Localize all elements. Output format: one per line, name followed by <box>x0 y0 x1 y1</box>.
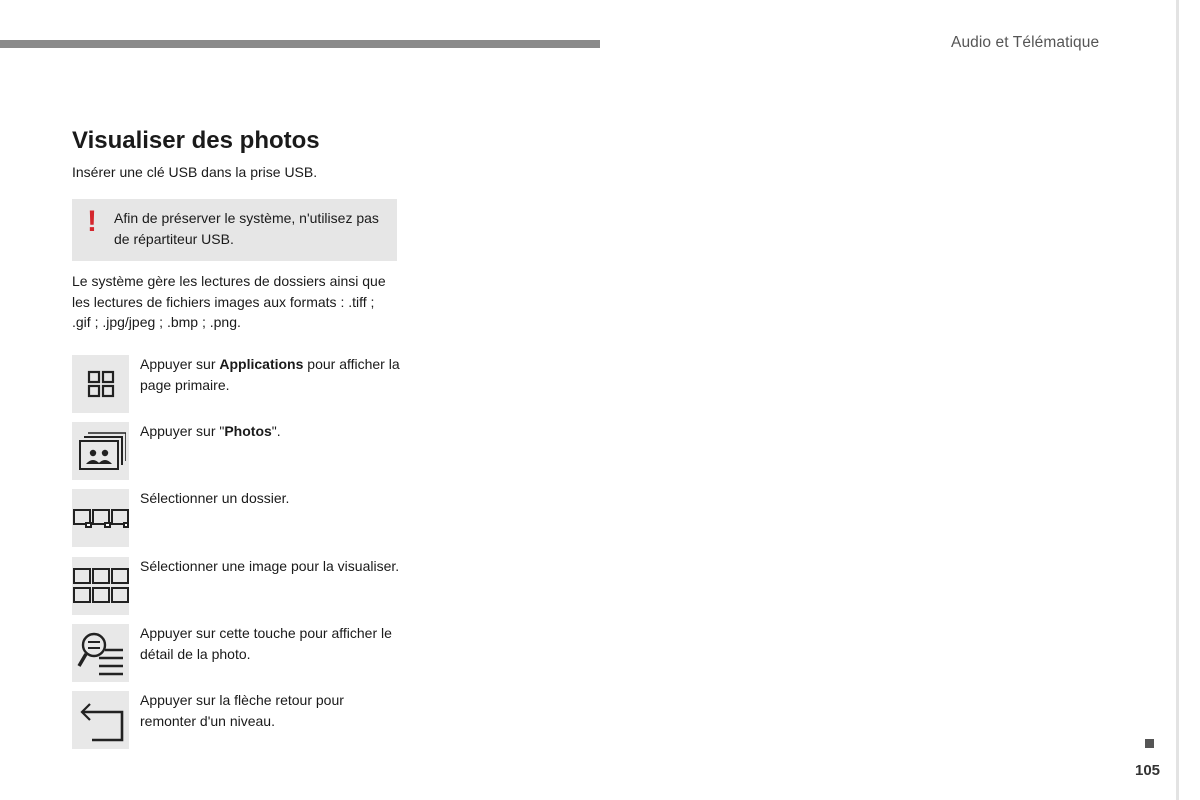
page-title: Visualiser des photos <box>72 127 320 154</box>
step-photo-details <box>72 624 402 682</box>
step-text: Appuyer sur "Photos". <box>140 423 281 439</box>
step-text: Sélectionner une image pour la visualiser. <box>140 558 400 574</box>
warning-text: Afin de préserver le système, n'utilisez pas de répartiteur USB. <box>114 210 379 247</box>
photos-icon <box>72 422 129 480</box>
image-grid-icon <box>72 557 129 615</box>
step-applications <box>72 355 402 413</box>
step-text: Appuyer sur la flèche retour pour remonter d'un niveau. <box>140 692 344 729</box>
step-select-folder <box>72 489 402 547</box>
back-arrow-icon <box>72 691 129 749</box>
intro-text: Insérer une clé USB dans la prise USB. <box>72 164 318 180</box>
page-number: 105 <box>1135 762 1161 779</box>
photo-details-icon <box>72 624 129 682</box>
step-text: Sélectionner un dossier. <box>140 490 290 506</box>
folder-row-icon <box>72 489 129 547</box>
header-bar <box>0 40 600 48</box>
step-back <box>72 691 402 749</box>
formats-paragraph: Le système gère les lectures de dossiers ainsi que les lectures de fichiers images aux formats : .tiff ; .gif ; .jpg/jpeg ; .bmp ; .png. <box>72 273 386 330</box>
exclamation-icon: ! <box>87 205 97 238</box>
applications-grid-icon <box>72 355 129 413</box>
step-photos <box>72 422 402 480</box>
page-edge-rule <box>1176 0 1179 800</box>
section-title: Audio et Télématique <box>951 34 1100 51</box>
step-text: Appuyer sur cette touche pour afficher le détail de la photo. <box>140 625 392 662</box>
step-select-image <box>72 557 402 615</box>
end-marker <box>1145 739 1154 748</box>
step-text: Appuyer sur Applications pour afficher la page primaire. <box>140 356 400 393</box>
warning-box <box>72 199 397 261</box>
